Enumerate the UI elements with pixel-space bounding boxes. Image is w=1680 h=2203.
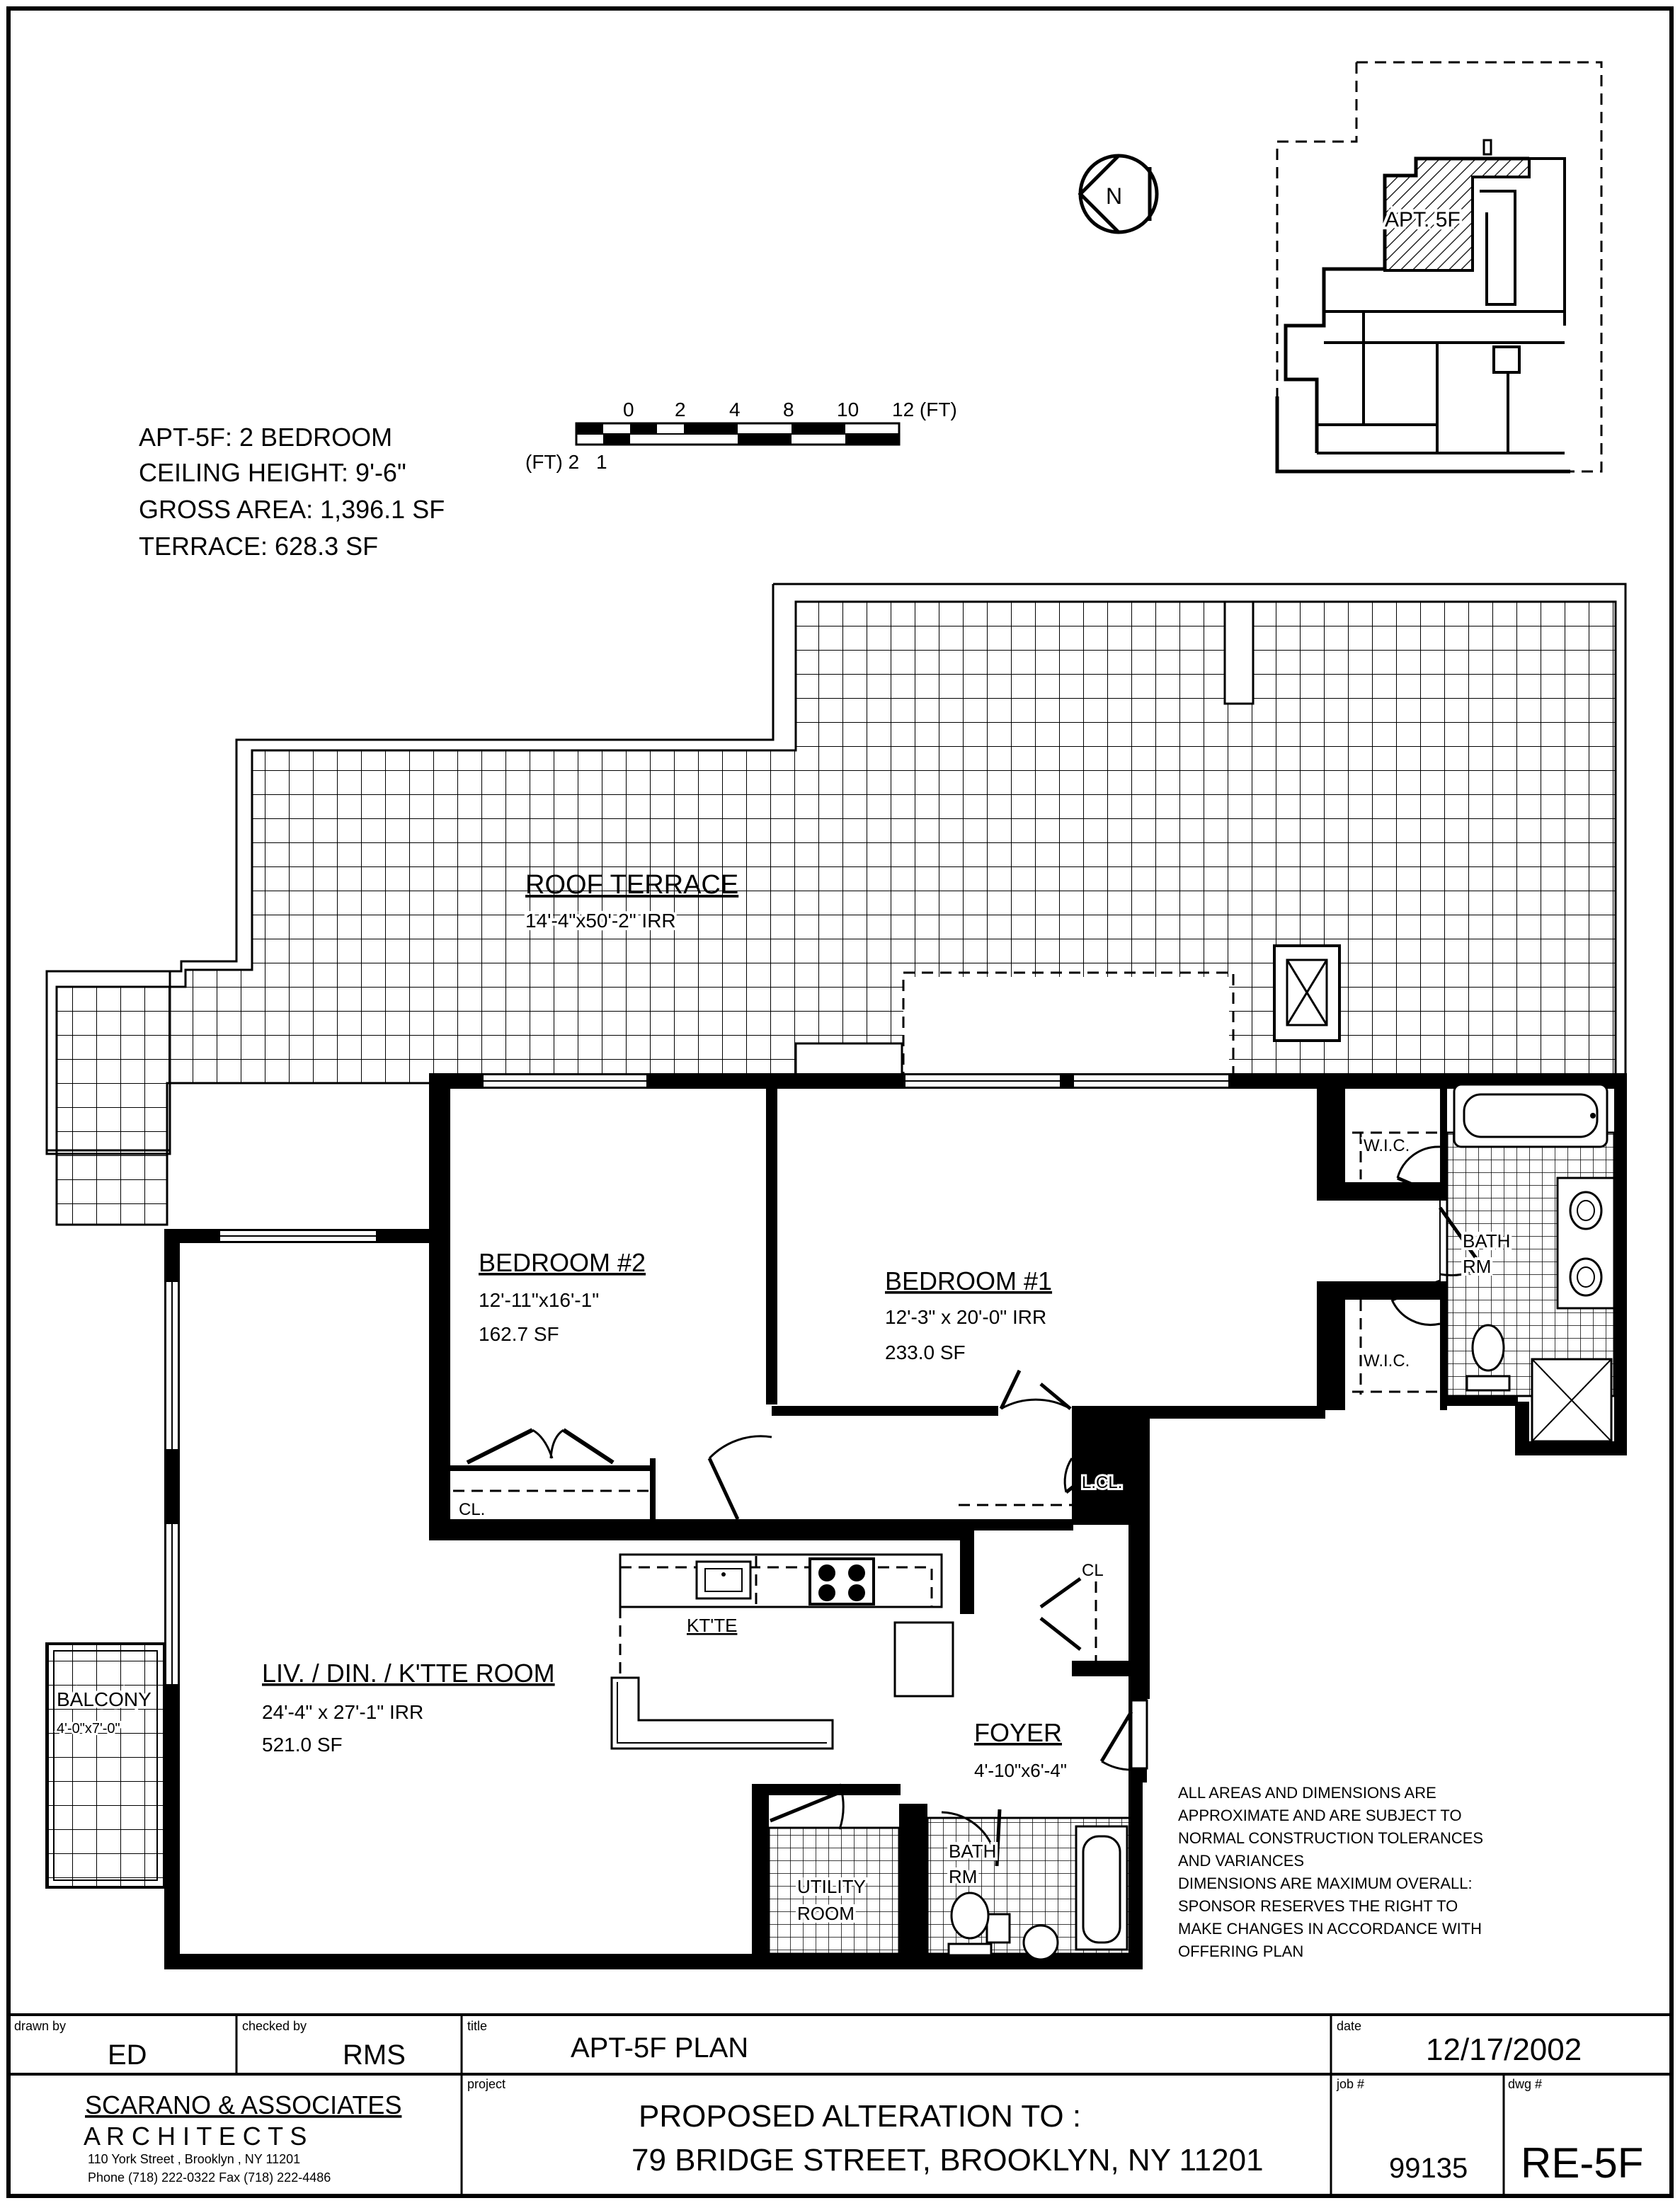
utility-name-1: UTILITY [797, 1876, 866, 1897]
job-label: job # [1337, 2077, 1365, 2091]
scale-left-label: (FT) 2 [525, 451, 580, 473]
firm-sub: A R C H I T E C T S [84, 2122, 307, 2151]
scale-tick-8: 8 [783, 399, 794, 420]
job-number: 99135 [1389, 2153, 1468, 2184]
key-plan [1277, 62, 1601, 471]
bedroom2-dims: 12'-11"x16'-1" [479, 1289, 600, 1311]
bedroom1-dims: 12'-3" x 20'-0" IRR [885, 1306, 1047, 1328]
firm-name: SCARANO & ASSOCIATES [85, 2090, 402, 2119]
note-line: SPONSOR RESERVES THE RIGHT TO [1178, 1897, 1458, 1915]
dwg-label: dwg # [1508, 2077, 1543, 2091]
bedroom2-area: 162.7 SF [479, 1323, 559, 1345]
balcony-name: BALCONY [57, 1688, 152, 1710]
apartment-summary [139, 423, 445, 561]
scale-tick-4: 4 [729, 399, 741, 420]
drawing-number: RE-5F [1521, 2139, 1644, 2187]
note-line: APPROXIMATE AND ARE SUBJECT TO [1178, 1807, 1462, 1824]
living-name: LIV. / DIN. / K'TTE ROOM [262, 1659, 555, 1688]
summary-line-1: APT-5F: 2 BEDROOM [139, 423, 393, 452]
master-bath-name-1: BATH [1463, 1230, 1511, 1252]
checked-by-value: RMS [343, 2039, 406, 2071]
firm-address: 110 York Street , Brooklyn , NY 11201 [88, 2152, 301, 2166]
kitchenette-label: KT'TE [687, 1615, 738, 1636]
utility-name-2: ROOM [797, 1903, 855, 1924]
summary-line-3: GROSS AREA: 1,396.1 SF [139, 495, 445, 524]
general-notes [1178, 1784, 1483, 1960]
scale-tick-2: 2 [675, 399, 686, 420]
scale-left-label-2: 1 [596, 451, 607, 473]
note-line: DIMENSIONS ARE MAXIMUM OVERALL: [1178, 1875, 1473, 1892]
project-label: project [467, 2077, 506, 2091]
small-bath-name-1: BATH [949, 1841, 997, 1862]
bedroom2-name: BEDROOM #2 [479, 1248, 646, 1277]
date-value: 12/17/2002 [1426, 2032, 1582, 2067]
foyer-name: FOYER [974, 1718, 1063, 1747]
drawn-by-label: drawn by [14, 2019, 67, 2033]
title-block [8, 2015, 1672, 2196]
note-line: OFFERING PLAN [1178, 1942, 1304, 1960]
date-label: date [1337, 2019, 1362, 2033]
project-line-2: 79 BRIDGE STREET, BROOKLYN, NY 11201 [632, 2143, 1264, 2178]
project-line-1: PROPOSED ALTERATION TO : [639, 2099, 1082, 2134]
small-bath-name-2: RM [949, 1866, 978, 1887]
master-bath-name-2: RM [1463, 1256, 1492, 1277]
drawing-title: APT-5F PLAN [571, 2032, 749, 2064]
note-line: ALL AREAS AND DIMENSIONS ARE [1178, 1784, 1436, 1802]
north-arrow-icon [1080, 156, 1157, 232]
summary-line-4: TERRACE: 628.3 SF [139, 532, 379, 561]
note-line: MAKE CHANGES IN ACCORDANCE WITH [1178, 1920, 1482, 1938]
wic1-label: W.I.C. [1364, 1136, 1410, 1155]
summary-line-2: CEILING HEIGHT: 9'-6" [139, 458, 406, 487]
drawn-by-value: ED [108, 2039, 147, 2071]
wic2-label: W.I.C. [1364, 1351, 1410, 1371]
balcony-dims: 4'-0"x7'-0" [57, 1721, 120, 1736]
key-plan-apt-label: APT. 5F [1385, 208, 1461, 231]
scale-tick-0: 0 [623, 399, 634, 420]
firm-phone: Phone (718) 222-0322 Fax (718) 222-4486 [88, 2170, 331, 2185]
note-line: NORMAL CONSTRUCTION TOLERANCES [1178, 1829, 1484, 1847]
title-label: title [467, 2019, 488, 2033]
foyer-closet-label: CL [1082, 1561, 1104, 1580]
checked-by-label: checked by [242, 2019, 307, 2033]
bed2-closet-label: CL. [459, 1500, 486, 1519]
bedroom1-name: BEDROOM #1 [885, 1266, 1053, 1295]
foyer-dims: 4'-10"x6'-4" [974, 1760, 1068, 1781]
bedroom1-area: 233.0 SF [885, 1341, 966, 1363]
scale-tick-12: 12 (FT) [892, 399, 957, 420]
scale-bar [525, 399, 957, 473]
roof-terrace-name: ROOF TERRACE [525, 870, 739, 900]
roof-terrace-dims: 14'-4"x50'-2" IRR [525, 910, 676, 932]
note-line: AND VARIANCES [1178, 1852, 1305, 1870]
living-area: 521.0 SF [262, 1734, 343, 1756]
scale-tick-10: 10 [837, 399, 859, 420]
living-dims: 24'-4" x 27'-1" IRR [262, 1701, 424, 1723]
lcl-label: L.CL. [1082, 1473, 1123, 1492]
north-letter: N [1106, 183, 1123, 209]
